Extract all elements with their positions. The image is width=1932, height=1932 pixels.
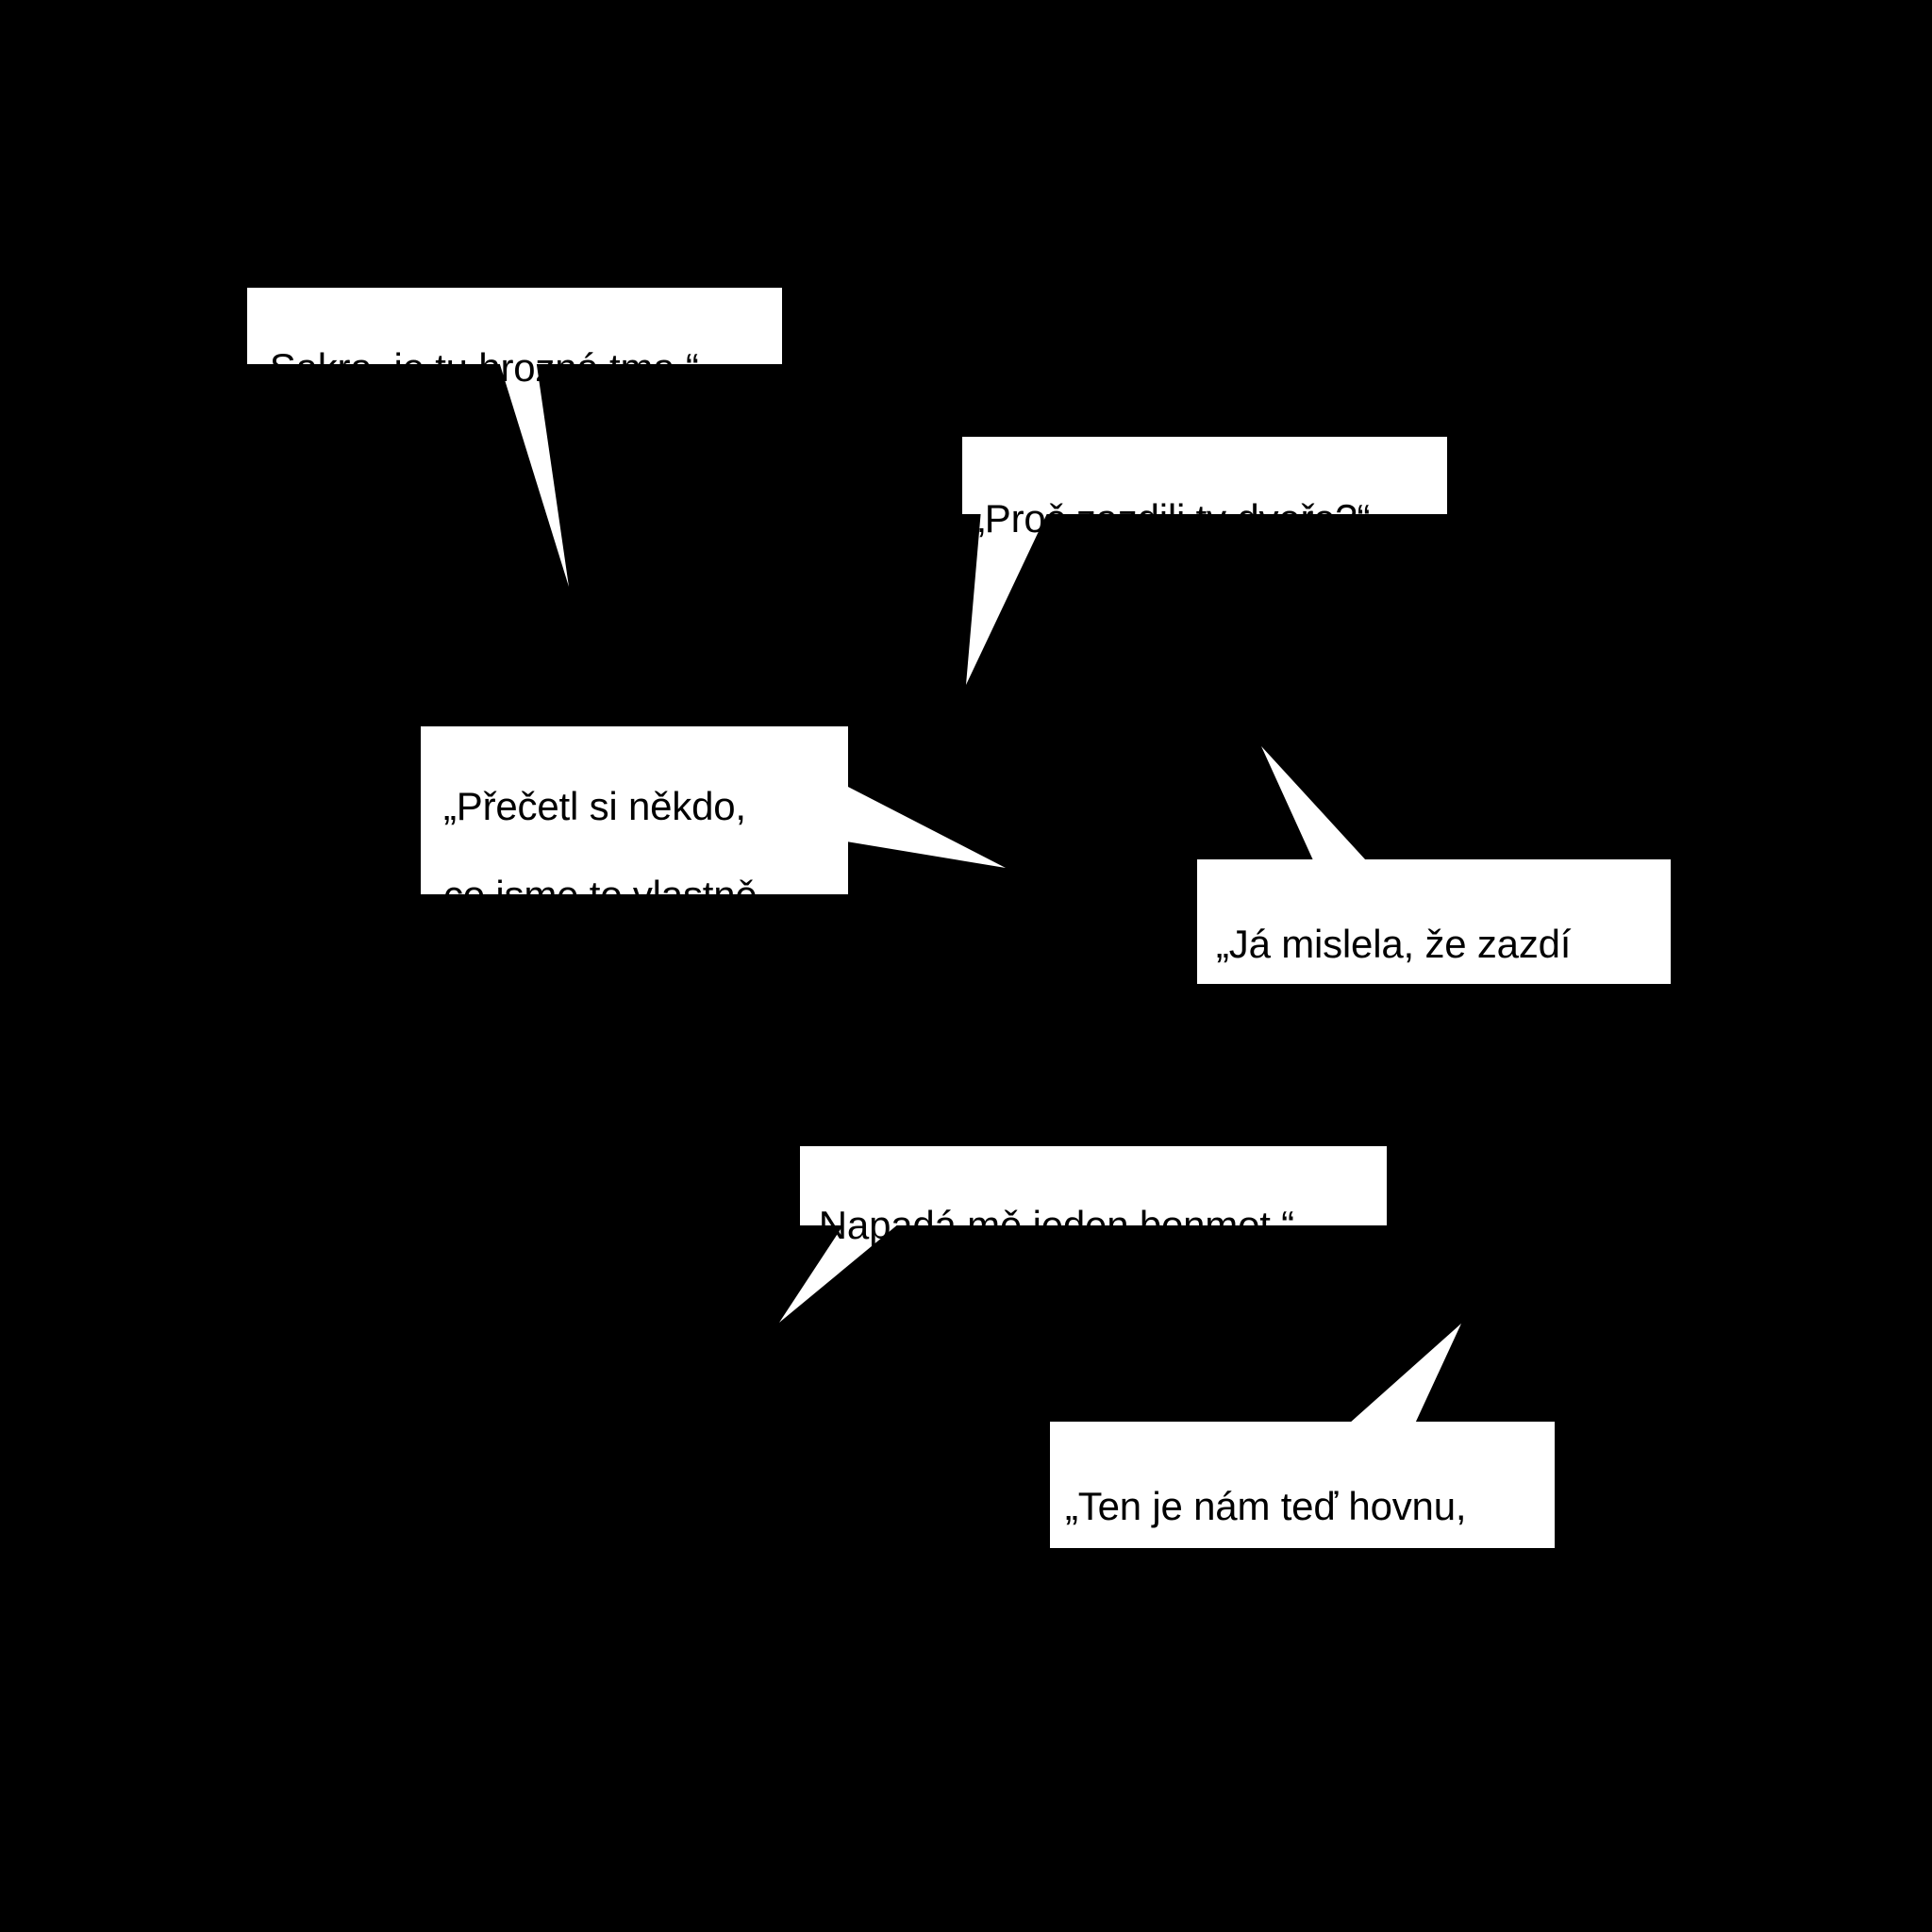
tail-bubble-3: [846, 786, 1006, 868]
bubble-4-line-1: „Já mislela, že zazdí: [1216, 922, 1572, 966]
bubble-3-line-1: „Přečetl si někdo,: [443, 784, 746, 828]
bubble-6-line-1: „Ten je nám teď hovnu,: [1065, 1484, 1467, 1528]
tail-bubble-4: [1261, 746, 1366, 860]
speech-bubble-1: [247, 288, 782, 390]
bubble-5-line-1: „Napadá mě jeden bonmot.“: [806, 1203, 1294, 1247]
bubble-4-line-2: jen ten papýr, šéfe.“: [1216, 1010, 1560, 1055]
speech-bubble-2: [962, 437, 1447, 541]
tail-bubble-6: [1349, 1324, 1461, 1424]
speech-bubble-4: [1197, 859, 1671, 1055]
speech-bubble-3: [421, 726, 848, 1006]
bubble-2-line-1: „Proč zazdili ty dveře?“: [972, 496, 1371, 541]
bubble-3-line-2: co jsme to vlastně: [443, 873, 758, 917]
bubble-6-line-2: pojďme se modlit.“: [1065, 1573, 1388, 1617]
bubble-1-line-1: „Sakra, je tu hrozná tma.“: [257, 345, 699, 390]
speech-bubble-6: [1050, 1422, 1555, 1617]
speech-bubble-5: [800, 1146, 1387, 1247]
bubble-3-line-3: podepsali? Aleno?“: [443, 961, 777, 1006]
